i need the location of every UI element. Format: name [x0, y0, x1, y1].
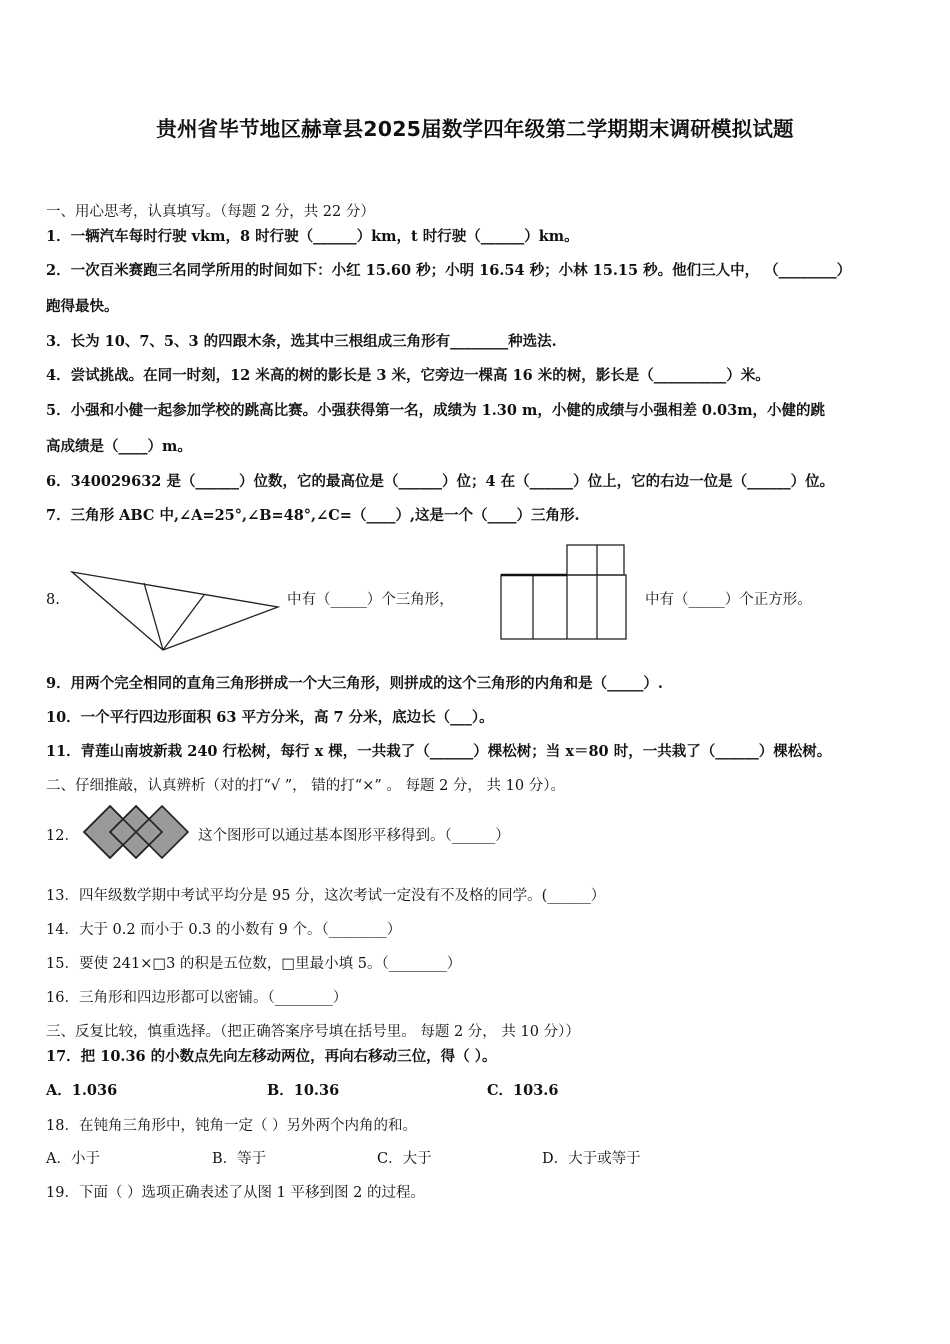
question-5-cont: 高成绩是（____）m。: [46, 438, 192, 455]
section-3-heading: 三、反复比较，慎重选择。（把正确答案序号填在括号里。 每题 2 分， 共 10 分））: [46, 1024, 580, 1040]
question-9: 9．用两个完全相同的直角三角形拼成一个大三角形，则拼成的这个三角形的内角和是（_____）.: [46, 675, 663, 692]
question-7: 7．三角形 ABC 中,∠A=25°,∠B=48°,∠C=（____）,这是一个（____）三角形.: [46, 507, 580, 524]
question-12-text: 这个图形可以通过基本图形平移得到。（______）: [198, 828, 510, 844]
question-18-option-a[interactable]: A．小于: [46, 1151, 100, 1167]
question-2-cont: 跑得最快。: [46, 298, 119, 315]
rectangle-grid-figure: [500, 544, 628, 642]
question-4: 4．尝试挑战。在同一时刻，12 米高的树的影长是 3 米，它旁边一棵高 16 米的树，影长是（__________）米。: [46, 367, 770, 384]
question-17-option-c[interactable]: C．103.6: [487, 1082, 559, 1099]
question-12-number: 12．: [46, 828, 79, 844]
question-17: 17．把 10.36 的小数点先向左移动两位，再向右移动三位，得（ ）。: [46, 1048, 497, 1065]
question-18: 18．在钝角三角形中，钝角一定（ ）另外两个内角的和。: [46, 1118, 418, 1134]
triangle-figure: [70, 570, 285, 652]
question-3: 3．长为 10、7、5、3 的四跟木条，选其中三根组成三角形有________种选法.: [46, 333, 557, 350]
question-17-option-a[interactable]: A．1.036: [46, 1082, 118, 1099]
question-19: 19．下面（ ）选项正确表述了从图 1 平移到图 2 的过程。: [46, 1185, 425, 1201]
question-6: 6．340029632 是（______）位数，它的最高位是（______）位；4 在（______）位上，它的右边一位是（______）位。: [46, 473, 835, 490]
page-title: 贵州省毕节地区赫章县2025届数学四年级第二学期期末调研模拟试题: [156, 117, 794, 141]
diamond-pattern-figure: [82, 805, 196, 861]
question-5: 5．小强和小健一起参加学校的跳高比赛。小强获得第一名，成绩为 1.30 m，小健的成绩与小强相差 0.03m，小健的跳: [46, 402, 826, 419]
question-1: 1．一辆汽车每时行驶 vkm，8 时行驶（______）km，t 时行驶（______）km。: [46, 228, 579, 245]
question-18-option-b[interactable]: B．等于: [212, 1151, 267, 1167]
question-18-option-d[interactable]: D．大于或等于: [542, 1151, 641, 1167]
question-10: 10．一个平行四边形面积 63 平方分米，高 7 分米，底边长（___）。: [46, 709, 494, 726]
question-8-triangle-text: 中有（_____）个三角形，: [287, 592, 454, 608]
question-8-square-text: 中有（_____）个正方形。: [645, 592, 812, 608]
question-14: 14．大于 0.2 而小于 0.3 的小数有 9 个。（________）: [46, 922, 402, 938]
question-13: 13．四年级数学期中考试平均分是 95 分，这次考试一定没有不及格的同学。(______）: [46, 888, 606, 904]
question-8-number: 8.: [46, 592, 60, 608]
question-11: 11．青莲山南坡新栽 240 行松树，每行 x 棵，一共栽了（______）棵松树；当 x＝80 时，一共栽了（______）棵松树。: [46, 743, 832, 760]
question-18-option-c[interactable]: C．大于: [377, 1151, 432, 1167]
question-16: 16．三角形和四边形都可以密铺。（________）: [46, 990, 348, 1006]
question-15: 15．要使 241×□3 的积是五位数，□里最小填 5。（________）: [46, 956, 462, 972]
section-2-heading: 二、仔细推敲，认真辨析（对的打“√ ”， 错的打“×” 。 每题 2 分， 共 10 分）。: [46, 778, 565, 794]
question-2: 2．一次百米赛跑三名同学所用的时间如下：小红 15.60 秒；小明 16.54 秒；小林 15.15 秒。他们三人中， （________）: [46, 262, 852, 279]
question-17-option-b[interactable]: B．10.36: [267, 1082, 340, 1099]
section-1-heading: 一、用心思考，认真填写。（每题 2 分，共 22 分）: [46, 204, 375, 220]
